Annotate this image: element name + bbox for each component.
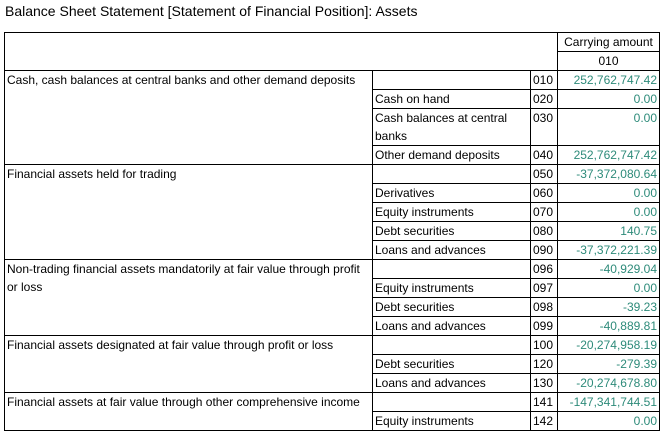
row-value: -37,372,080.64	[558, 165, 660, 184]
item-label: Loans and advances	[373, 241, 531, 260]
item-label: Loans and advances	[373, 317, 531, 336]
row-code: 142	[531, 412, 558, 431]
section-label: Financial assets at fair value through other comprehensive income	[5, 393, 373, 431]
row-code: 060	[531, 184, 558, 203]
row-value: -20,274,958.19	[558, 336, 660, 355]
row-value: 0.00	[558, 412, 660, 431]
row-value: -40,929.04	[558, 260, 660, 279]
item-label: Equity instruments	[373, 203, 531, 222]
row-code: 030	[531, 109, 558, 146]
row-value: -40,889.81	[558, 317, 660, 336]
item-label: Equity instruments	[373, 279, 531, 298]
blank-cell	[373, 336, 531, 355]
row-code: 100	[531, 336, 558, 355]
item-label: Cash on hand	[373, 90, 531, 109]
table-row	[5, 165, 660, 184]
table-row	[5, 393, 660, 412]
row-code: 096	[531, 260, 558, 279]
blank-cell	[373, 71, 531, 90]
item-label: Equity instruments	[373, 412, 531, 431]
row-value: -279.39	[558, 355, 660, 374]
row-code: 050	[531, 165, 558, 184]
item-label: Cash balances at central banks	[373, 109, 531, 146]
column-code: 010	[558, 52, 660, 71]
row-value: 0.00	[558, 109, 660, 146]
row-value: 0.00	[558, 184, 660, 203]
row-code: 040	[531, 146, 558, 165]
row-value: -39.23	[558, 298, 660, 317]
row-code: 120	[531, 355, 558, 374]
row-value: 252,762,747.42	[558, 146, 660, 165]
row-value: 252,762,747.42	[558, 71, 660, 90]
table-row	[5, 336, 660, 355]
section-label: Financial assets held for trading	[5, 165, 373, 260]
row-code: 070	[531, 203, 558, 222]
blank-cell	[373, 393, 531, 412]
row-value: -20,274,678.80	[558, 374, 660, 393]
row-value: -147,341,744.51	[558, 393, 660, 412]
item-label: Other demand deposits	[373, 146, 531, 165]
blank-cell	[373, 260, 531, 279]
row-code: 141	[531, 393, 558, 412]
section-label: Cash, cash balances at central banks and other demand deposits	[5, 71, 373, 165]
section-label: Financial assets designated at fair value through profit or loss	[5, 336, 373, 393]
header-row	[5, 33, 660, 52]
row-value: 140.75	[558, 222, 660, 241]
row-code: 098	[531, 298, 558, 317]
item-label: Derivatives	[373, 184, 531, 203]
row-code: 080	[531, 222, 558, 241]
row-code: 020	[531, 90, 558, 109]
row-code: 090	[531, 241, 558, 260]
column-title: Carrying amount	[558, 33, 660, 52]
row-value: 0.00	[558, 279, 660, 298]
item-label: Debt securities	[373, 298, 531, 317]
balance-sheet-table	[4, 32, 660, 431]
row-code: 099	[531, 317, 558, 336]
section-label: Non-trading financial assets mandatorily at fair value through profit or loss	[5, 260, 373, 336]
table-row	[5, 260, 660, 279]
header-blank-cell	[5, 33, 558, 71]
row-code: 130	[531, 374, 558, 393]
table-row	[5, 71, 660, 90]
page-title: Balance Sheet Statement [Statement of Financial Position]: Assets	[5, 3, 418, 19]
item-label: Debt securities	[373, 222, 531, 241]
blank-cell	[373, 165, 531, 184]
row-code: 010	[531, 71, 558, 90]
row-value: 0.00	[558, 90, 660, 109]
row-value: 0.00	[558, 203, 660, 222]
row-code: 097	[531, 279, 558, 298]
item-label: Debt securities	[373, 355, 531, 374]
item-label: Loans and advances	[373, 374, 531, 393]
row-value: -37,372,221.39	[558, 241, 660, 260]
